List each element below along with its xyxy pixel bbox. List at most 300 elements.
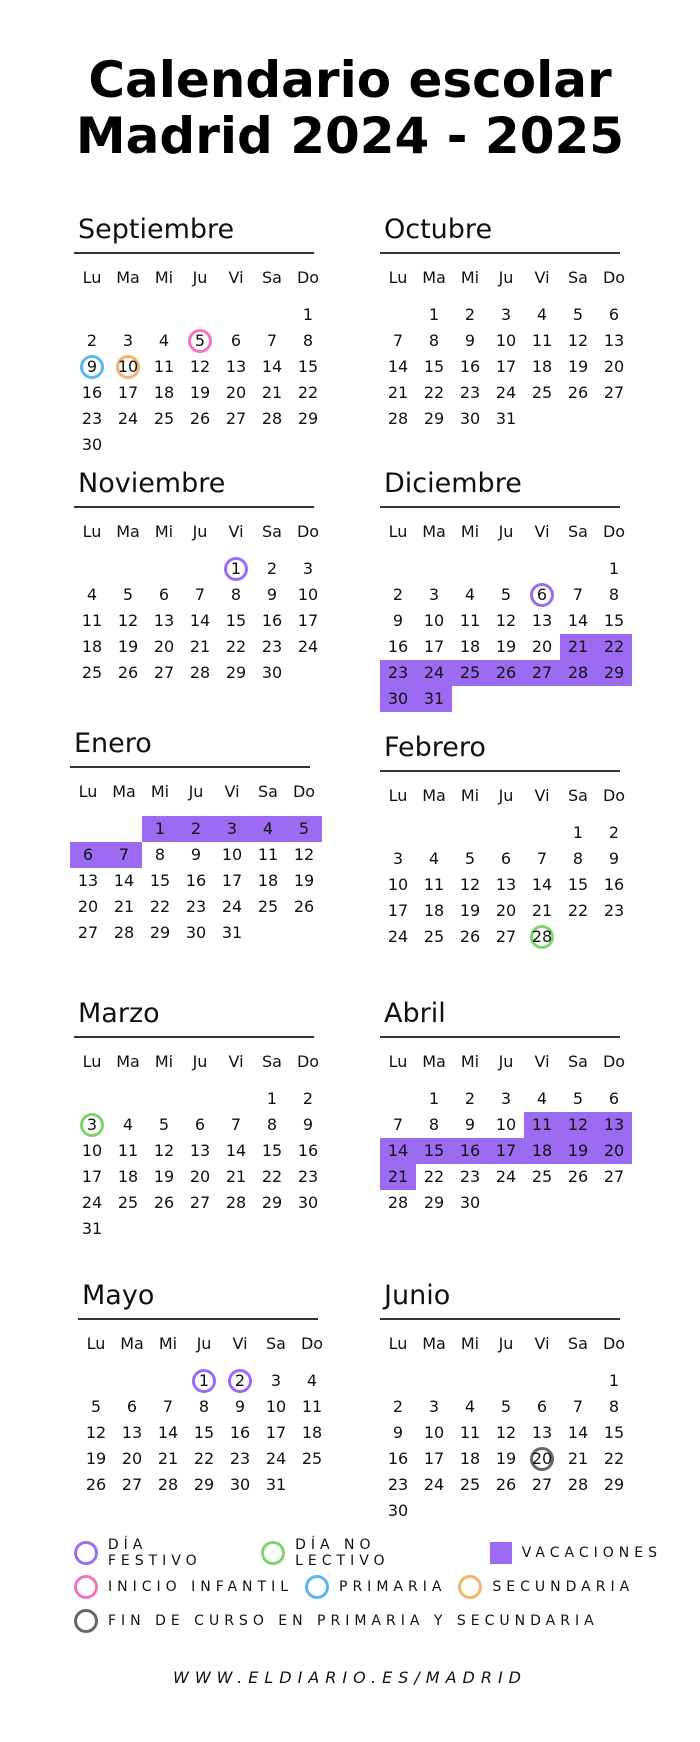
day-cell [70, 894, 106, 920]
day-number: 17 [387, 901, 409, 920]
legend-festivo-label: DÍA FESTIVO [107, 1537, 202, 1569]
month-name: Febrero [384, 732, 486, 763]
day-number: 17 [495, 1141, 517, 1160]
weekday-label: Ju [498, 268, 514, 287]
legend-primaria [305, 1575, 446, 1599]
day-number: 14 [387, 1141, 409, 1160]
day-cell [150, 1394, 186, 1420]
day-number: 15 [193, 1423, 215, 1442]
day-number: 7 [392, 1115, 404, 1134]
day-number: 25 [153, 409, 175, 428]
day-cell [178, 920, 214, 946]
day-cell [222, 1472, 258, 1498]
day-cell [596, 820, 632, 846]
day-cell [452, 380, 488, 406]
day-number: 5 [298, 819, 310, 838]
day-cell [416, 872, 452, 898]
day-number: 4 [262, 819, 274, 838]
day-number: 20 [531, 1449, 553, 1468]
day-cell [254, 354, 290, 380]
day-cell [146, 1138, 182, 1164]
day-number: 4 [464, 1397, 476, 1416]
day-cell [596, 872, 632, 898]
day-number: 26 [293, 897, 315, 916]
day-number: 16 [459, 357, 481, 376]
day-number: 21 [387, 383, 409, 402]
day-number: 18 [257, 871, 279, 890]
day-cell [290, 406, 326, 432]
day-cell [254, 1138, 290, 1164]
day-cell [110, 1164, 146, 1190]
day-number: 12 [495, 611, 517, 630]
day-number: 1 [266, 1089, 278, 1108]
day-cell [524, 1138, 560, 1164]
day-number: 14 [567, 1423, 589, 1442]
day-number: 20 [603, 357, 625, 376]
day-number: 31 [265, 1475, 287, 1494]
day-number: 6 [82, 845, 94, 864]
day-number: 19 [495, 1449, 517, 1468]
day-cell [254, 556, 290, 582]
day-number: 8 [428, 1115, 440, 1134]
day-number: 4 [122, 1115, 134, 1134]
day-cell [452, 634, 488, 660]
day-number: 19 [85, 1449, 107, 1468]
day-number: 24 [423, 1475, 445, 1494]
day-cell [452, 328, 488, 354]
weekday-label: Vi [224, 782, 240, 801]
day-number: 27 [531, 663, 553, 682]
day-number: 8 [428, 331, 440, 350]
day-number: 26 [189, 409, 211, 428]
day-number: 26 [495, 1475, 517, 1494]
day-number: 23 [387, 663, 409, 682]
day-cell [416, 1472, 452, 1498]
weekday-label: Do [602, 268, 626, 287]
day-number: 29 [603, 1475, 625, 1494]
day-number: 16 [387, 637, 409, 656]
weekday-label: Vi [534, 1334, 550, 1353]
month-name: Noviembre [78, 468, 226, 499]
day-cell [70, 842, 106, 868]
day-number: 2 [464, 305, 476, 324]
day-cell [218, 660, 254, 686]
day-cell [596, 660, 632, 686]
day-number: 28 [225, 1193, 247, 1212]
day-number: 31 [81, 1219, 103, 1238]
legend-festivo [74, 1537, 249, 1569]
page-title [0, 52, 700, 164]
day-number: 7 [162, 1397, 174, 1416]
day-cell [488, 1112, 524, 1138]
day-number: 26 [567, 383, 589, 402]
month-febrero [380, 730, 630, 950]
weekday-label: Ju [188, 782, 204, 801]
day-number: 18 [117, 1167, 139, 1186]
empty-cell [74, 556, 110, 582]
day-number: 21 [387, 1167, 409, 1186]
day-cell [182, 1138, 218, 1164]
day-cell [142, 868, 178, 894]
day-number: 21 [261, 383, 283, 402]
day-cell [110, 328, 146, 354]
day-cell [488, 302, 524, 328]
day-number: 24 [495, 1167, 517, 1186]
day-number: 3 [392, 849, 404, 868]
weekday-label: Sa [262, 522, 282, 541]
day-cell [142, 920, 178, 946]
day-number: 26 [567, 1167, 589, 1186]
day-cell [290, 556, 326, 582]
day-cell [488, 1394, 524, 1420]
day-number: 25 [459, 1475, 481, 1494]
day-number: 11 [257, 845, 279, 864]
day-cell [254, 582, 290, 608]
day-cell [258, 1472, 294, 1498]
legend-secundaria-label: SECUNDARIA [492, 1579, 635, 1595]
day-cell [416, 608, 452, 634]
day-cell [254, 1190, 290, 1216]
day-number: 23 [261, 637, 283, 656]
day-number: 6 [608, 1089, 620, 1108]
day-number: 25 [257, 897, 279, 916]
month-divider [380, 506, 620, 508]
day-number: 11 [117, 1141, 139, 1160]
day-number: 24 [221, 897, 243, 916]
day-number: 14 [225, 1141, 247, 1160]
vacaciones-square-icon [490, 1542, 512, 1564]
day-number: 14 [531, 875, 553, 894]
day-number: 18 [459, 1449, 481, 1468]
day-number: 11 [301, 1397, 323, 1416]
day-cell [114, 1394, 150, 1420]
day-cell [182, 608, 218, 634]
weekday-label: Do [602, 1052, 626, 1071]
day-cell [146, 582, 182, 608]
day-number: 23 [387, 1475, 409, 1494]
day-cell [380, 1498, 416, 1524]
day-number: 23 [81, 409, 103, 428]
no-lectivo-circle-icon [261, 1541, 285, 1565]
day-cell [560, 608, 596, 634]
day-number: 20 [495, 901, 517, 920]
day-cell [452, 1446, 488, 1472]
day-cell [254, 1164, 290, 1190]
day-number: 12 [567, 1115, 589, 1134]
day-number: 17 [81, 1167, 103, 1186]
day-cell [110, 354, 146, 380]
day-cell [182, 328, 218, 354]
day-cell [290, 354, 326, 380]
day-cell [488, 898, 524, 924]
day-number: 7 [392, 331, 404, 350]
weekday-label: Ma [116, 1052, 140, 1071]
weekday-label: Mi [460, 1052, 480, 1071]
day-cell [250, 868, 286, 894]
day-number: 13 [495, 875, 517, 894]
day-number: 19 [153, 1167, 175, 1186]
day-cell [596, 1446, 632, 1472]
day-number: 14 [189, 611, 211, 630]
day-number: 10 [495, 331, 517, 350]
day-number: 17 [423, 637, 445, 656]
day-number: 17 [265, 1423, 287, 1442]
day-number: 20 [121, 1449, 143, 1468]
day-number: 9 [464, 331, 476, 350]
day-number: 20 [77, 897, 99, 916]
day-cell [380, 686, 416, 712]
day-cell [488, 1164, 524, 1190]
day-number: 6 [536, 585, 548, 604]
empty-cell [182, 302, 218, 328]
day-cell [214, 842, 250, 868]
day-number: 23 [297, 1167, 319, 1186]
day-number: 26 [495, 663, 517, 682]
day-cell [524, 1086, 560, 1112]
day-cell [218, 354, 254, 380]
day-cell [106, 920, 142, 946]
weekday-label: Ma [422, 522, 446, 541]
legend-row-3 [74, 1604, 674, 1638]
weekday-label: Lu [86, 1334, 106, 1353]
day-number: 27 [603, 1167, 625, 1186]
empty-cell [560, 556, 596, 582]
day-number: 8 [154, 845, 166, 864]
day-number: 25 [117, 1193, 139, 1212]
day-cell [286, 868, 322, 894]
day-number: 22 [423, 383, 445, 402]
weekday-label: Lu [388, 786, 408, 805]
day-cell [254, 380, 290, 406]
day-number: 5 [572, 305, 584, 324]
day-number: 13 [603, 331, 625, 350]
day-cell [416, 686, 452, 712]
empty-cell [380, 1086, 416, 1112]
empty-cell [74, 302, 110, 328]
day-number: 2 [234, 1371, 246, 1390]
day-cell [286, 842, 322, 868]
day-cell [596, 354, 632, 380]
day-cell [524, 898, 560, 924]
day-number: 24 [117, 409, 139, 428]
day-number: 6 [158, 585, 170, 604]
day-cell [488, 872, 524, 898]
empty-cell [524, 556, 560, 582]
day-number: 12 [459, 875, 481, 894]
day-number: 29 [193, 1475, 215, 1494]
month-name: Septiembre [78, 214, 235, 245]
day-number: 16 [387, 1449, 409, 1468]
day-cell [110, 406, 146, 432]
day-cell [416, 924, 452, 950]
day-cell [380, 1138, 416, 1164]
day-cell [178, 868, 214, 894]
day-number: 16 [229, 1423, 251, 1442]
day-cell [182, 634, 218, 660]
day-number: 29 [423, 1193, 445, 1212]
weekday-label: Mi [460, 522, 480, 541]
day-cell [380, 608, 416, 634]
day-cell [106, 842, 142, 868]
day-number: 4 [306, 1371, 318, 1390]
empty-cell [70, 816, 106, 842]
day-cell [452, 302, 488, 328]
day-cell [380, 872, 416, 898]
day-cell [186, 1420, 222, 1446]
footer-url: WWW.ELDIARIO.ES/MADRID [173, 1668, 527, 1687]
day-number: 4 [428, 849, 440, 868]
day-number: 26 [459, 927, 481, 946]
day-number: 14 [157, 1423, 179, 1442]
month-septiembre [74, 212, 324, 458]
empty-cell [150, 1368, 186, 1394]
day-number: 26 [85, 1475, 107, 1494]
day-number: 13 [531, 611, 553, 630]
day-number: 15 [423, 1141, 445, 1160]
day-number: 6 [230, 331, 242, 350]
day-number: 28 [261, 409, 283, 428]
day-cell [488, 1420, 524, 1446]
weekday-label: Ma [116, 522, 140, 541]
day-cell [560, 872, 596, 898]
day-cell [524, 354, 560, 380]
weekday-label: Vi [534, 1052, 550, 1071]
day-number: 24 [297, 637, 319, 656]
day-number: 25 [531, 383, 553, 402]
day-number: 1 [154, 819, 166, 838]
day-cell [74, 634, 110, 660]
weekday-label: Ma [422, 268, 446, 287]
day-number: 25 [459, 663, 481, 682]
day-grid [70, 816, 320, 946]
day-number: 9 [392, 611, 404, 630]
weekday-label: Vi [232, 1334, 248, 1353]
day-cell [380, 328, 416, 354]
day-cell [182, 660, 218, 686]
day-cell [290, 608, 326, 634]
day-cell [290, 328, 326, 354]
day-cell [452, 1086, 488, 1112]
day-number: 16 [297, 1141, 319, 1160]
day-number: 12 [495, 1423, 517, 1442]
day-cell [560, 328, 596, 354]
day-cell [452, 1112, 488, 1138]
day-number: 21 [567, 637, 589, 656]
day-number: 4 [536, 305, 548, 324]
empty-cell [488, 1368, 524, 1394]
day-number: 25 [301, 1449, 323, 1468]
day-number: 3 [500, 1089, 512, 1108]
day-number: 29 [297, 409, 319, 428]
weekday-label: Lu [388, 522, 408, 541]
month-mayo [78, 1278, 328, 1498]
month-divider [74, 1036, 314, 1038]
day-cell [290, 380, 326, 406]
day-cell [74, 1112, 110, 1138]
empty-cell [416, 820, 452, 846]
day-number: 20 [189, 1167, 211, 1186]
day-number: 22 [603, 637, 625, 656]
day-number: 15 [261, 1141, 283, 1160]
day-number: 14 [113, 871, 135, 890]
day-number: 27 [495, 927, 517, 946]
empty-cell [110, 1086, 146, 1112]
weekday-label: Sa [266, 1334, 286, 1353]
weekday-label: Ju [498, 1052, 514, 1071]
day-number: 8 [302, 331, 314, 350]
day-number: 9 [266, 585, 278, 604]
day-number: 22 [603, 1449, 625, 1468]
legend-primaria-label: PRIMARIA [339, 1579, 447, 1595]
day-cell [214, 920, 250, 946]
weekday-label: Ju [192, 268, 208, 287]
day-cell [524, 846, 560, 872]
month-marzo [74, 996, 324, 1242]
day-grid [78, 1368, 328, 1498]
day-number: 30 [459, 409, 481, 428]
empty-cell [380, 556, 416, 582]
day-number: 14 [567, 611, 589, 630]
day-cell [416, 302, 452, 328]
day-number: 10 [423, 1423, 445, 1442]
weekday-label: Sa [262, 268, 282, 287]
day-number: 2 [302, 1089, 314, 1108]
day-cell [596, 328, 632, 354]
day-number: 27 [531, 1475, 553, 1494]
day-cell [488, 1086, 524, 1112]
empty-cell [146, 556, 182, 582]
day-cell [524, 380, 560, 406]
day-cell [146, 634, 182, 660]
day-cell [218, 1190, 254, 1216]
day-cell [416, 634, 452, 660]
day-number: 24 [265, 1449, 287, 1468]
day-cell [560, 660, 596, 686]
day-cell [214, 816, 250, 842]
day-cell [524, 1446, 560, 1472]
day-number: 18 [423, 901, 445, 920]
day-cell [182, 582, 218, 608]
day-grid [74, 302, 324, 458]
weekday-label: Ma [422, 1334, 446, 1353]
empty-cell [452, 1368, 488, 1394]
day-number: 15 [567, 875, 589, 894]
day-cell [146, 660, 182, 686]
day-number: 31 [495, 409, 517, 428]
day-number: 6 [536, 1397, 548, 1416]
day-number: 10 [297, 585, 319, 604]
day-number: 3 [428, 1397, 440, 1416]
day-number: 22 [193, 1449, 215, 1468]
day-number: 27 [225, 409, 247, 428]
day-cell [452, 1472, 488, 1498]
weekday-label: Mi [460, 1334, 480, 1353]
day-number: 10 [495, 1115, 517, 1134]
empty-cell [416, 556, 452, 582]
empty-cell [524, 820, 560, 846]
month-divider [78, 1318, 318, 1320]
day-number: 2 [266, 559, 278, 578]
day-number: 9 [234, 1397, 246, 1416]
day-cell [452, 1394, 488, 1420]
day-number: 17 [495, 357, 517, 376]
day-number: 1 [198, 1371, 210, 1390]
day-cell [214, 894, 250, 920]
day-cell [74, 380, 110, 406]
day-cell [488, 1472, 524, 1498]
day-number: 30 [81, 435, 103, 454]
day-number: 3 [270, 1371, 282, 1390]
